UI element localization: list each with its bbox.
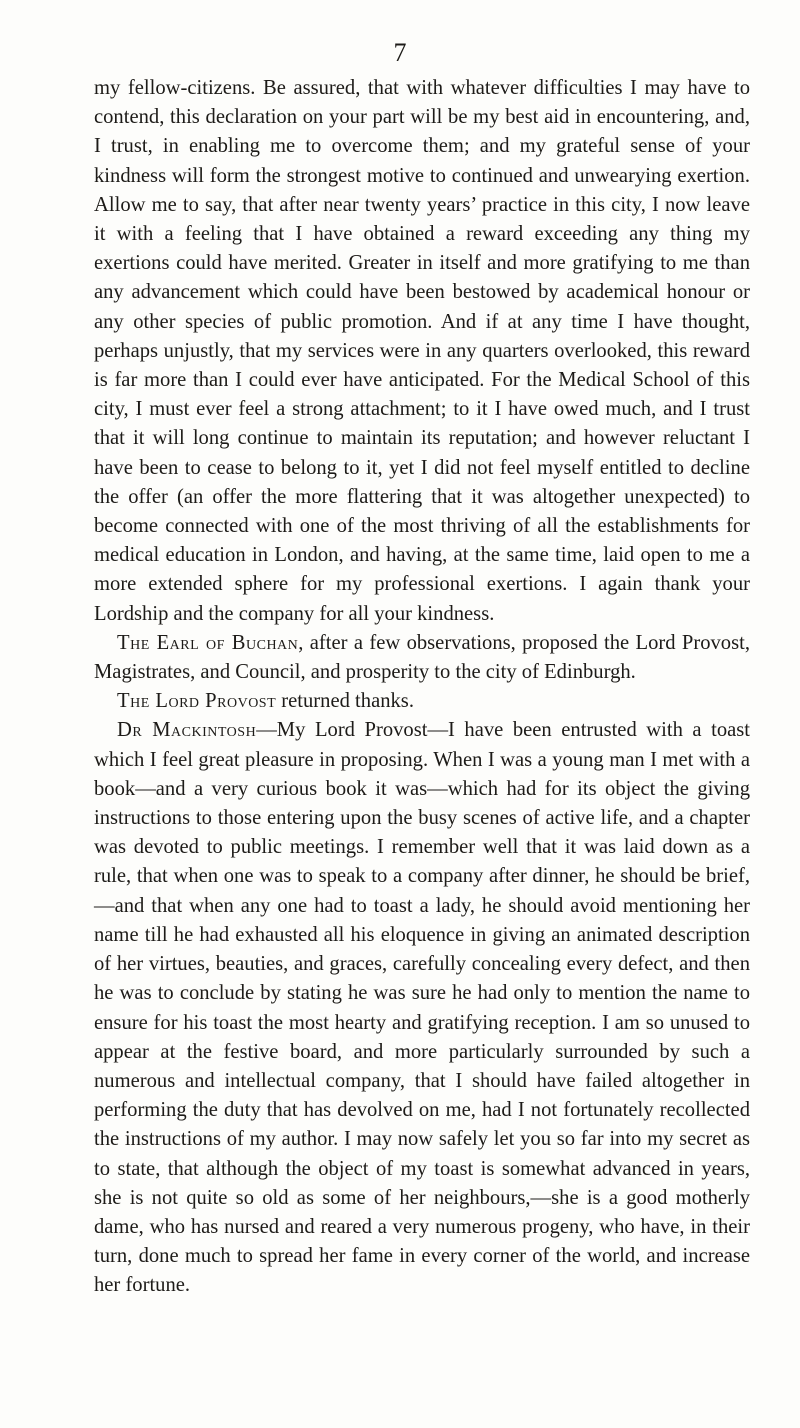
speaker-name: Dr Mackintosh xyxy=(117,719,257,742)
speaker-name: The Earl of Buchan xyxy=(117,631,299,654)
body-text xyxy=(94,74,750,1301)
paragraph-text: —My Lord Provost—I have been entrusted with a toast which I feel great pleasure in proposing. When I was a young man I met with a book—and a very curious book it was—which had for its object the giving instructions to those entering upon the busy scenes of active life, and a chapter was devoted to public meetings. I remember well that it was laid down as a rule, that when one was to speak to a company after dinner, he should be brief,—and that when any one had to toast a lady, he should avoid mentioning her name till he had exhausted all his eloquence in giving an animated description of her virtues, beauties, and graces, carefully concealing every defect, and then he was to conclude by stating he was sure he had only to mention the name to ensure for his toast the most hearty and gratifying reception. I am so unused to appear at the festive board, and more particularly surrounded by such a numerous and intellectual company, that I should have failed altogether in performing the duty that has devolved on me, had I not fortunately recollected the instructions of my author. I may now safely let you so far into my secret as to state, that although the object of my toast is somewhat advanced in years, she is not quite so old as some of her neighbours,—she is a good motherly dame, who has nursed and reared a very numerous progeny, who have, in their turn, done much to spread her fame in every corner of the world, and increase her fortune. xyxy=(94,719,750,1297)
page-number: 7 xyxy=(393,38,407,67)
paragraph-text: , after a few observations, proposed the Lord Provost, Magistrates, and Council, and prosperity to the city of Edinburgh. xyxy=(94,631,750,684)
paragraph-reply-continuation: my fellow-citizens. Be assured, that with whatever difficulties I may have to contend, this declaration on your part will be my best aid in encountering, and, I trust, in enabling me to overcome them; and my grateful sense of your kindness will form the strongest motive to continued and unwearying exertion. Allow me to say, that after near twenty years’ practice in this city, I now leave it with a feeling that I have obtained a reward exceeding any thing my exertions could have merited. Greater in itself and more gratifying to me than any advancement which could have been bestowed by academical honour or any other species of public promotion. And if at any time I have thought, perhaps unjustly, that my services were in any quarters overlooked, this reward is far more than I could ever have anticipated. For the Medical School of this city, I must ever feel a strong attachment; to it I have owed much, and I trust that it will long continue to maintain its reputation; and however reluctant I have been to cease to belong to it, yet I did not feel myself entitled to decline the offer (an offer the more flattering that it was altogether unexpected) to become connected with one of the most thriving of all the establishments for medical education in London, and having, at the same time, laid open to me a more extended sphere for my professional exertions. I again thank your Lordship and the company for all your kindness. xyxy=(94,77,750,625)
paragraph-earl-of-buchan xyxy=(94,629,750,687)
speaker-name: The Lord Provost xyxy=(117,690,277,713)
paragraph-lord-provost xyxy=(94,687,750,716)
paragraph-text: returned thanks. xyxy=(276,690,414,713)
paragraph-dr-mackintosh xyxy=(94,716,750,1300)
